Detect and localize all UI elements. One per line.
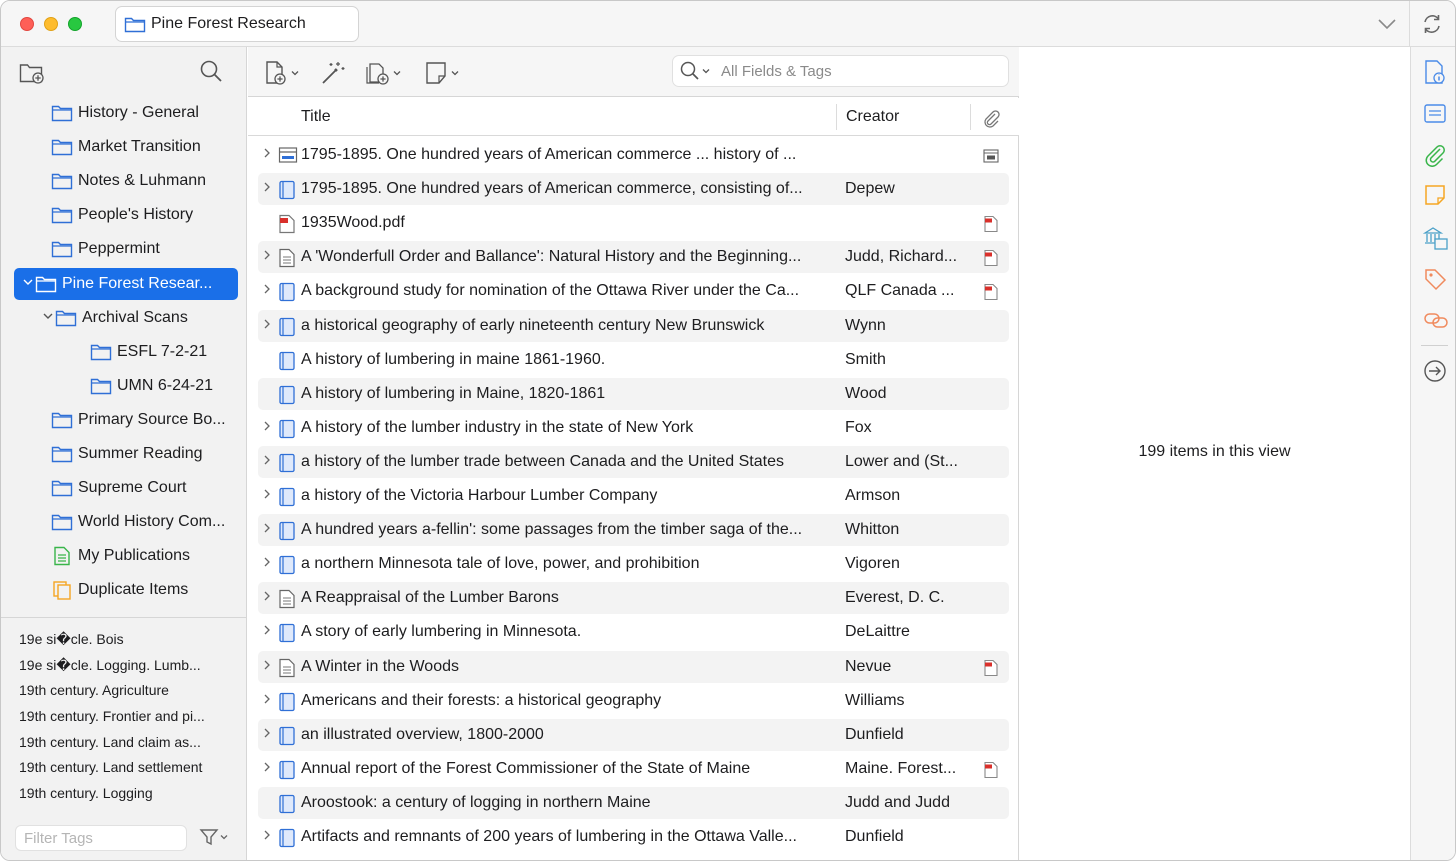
chevron-down-icon[interactable]: [21, 276, 35, 291]
search-icon[interactable]: [199, 59, 223, 83]
collection-item[interactable]: [51, 199, 193, 231]
tag-item[interactable]: 19th century. Logging: [19, 785, 153, 802]
collection-item[interactable]: [90, 370, 213, 402]
item-title: A Reappraisal of the Lumber Barons: [301, 589, 559, 607]
folder-icon: [51, 512, 73, 532]
item-row[interactable]: [258, 139, 1009, 171]
item-row[interactable]: [258, 241, 1009, 273]
item-row[interactable]: [258, 446, 1009, 478]
collection-label: World History Com...: [78, 513, 226, 531]
item-row[interactable]: [258, 685, 1009, 717]
item-row[interactable]: [258, 651, 1009, 683]
chevron-down-icon: [219, 832, 229, 842]
book-icon: [278, 317, 296, 342]
items-toolbar: [248, 47, 1019, 97]
tags-icon[interactable]: [1423, 267, 1447, 291]
tag-item[interactable]: 19e si�cle. Logging. Lumb...: [19, 656, 201, 673]
item-creator: Depew: [845, 180, 895, 198]
item-creator: Maine. Forest...: [845, 759, 957, 777]
locate-icon[interactable]: [1423, 359, 1447, 383]
tab-title: Pine Forest Research: [151, 15, 306, 32]
chevron-right-icon[interactable]: [262, 147, 272, 162]
collection-label: Pine Forest Resear...: [62, 274, 213, 292]
pdf-attachment-icon[interactable]: [982, 215, 1000, 238]
tag-selector: [19, 627, 239, 807]
folder-icon: [51, 239, 73, 259]
collection-item[interactable]: [51, 131, 201, 163]
tag-item[interactable]: 19th century. Agriculture: [19, 682, 169, 699]
filter-icon: [199, 827, 219, 847]
chevron-right-icon[interactable]: [262, 318, 272, 333]
info-icon[interactable]: [1423, 59, 1447, 85]
new-collection-icon[interactable]: [19, 61, 45, 85]
item-row[interactable]: [258, 378, 1009, 410]
collection-label: UMN 6-24-21: [117, 376, 214, 394]
divider: [1, 617, 247, 618]
abstract-icon[interactable]: [1423, 103, 1447, 125]
chevron-right-icon[interactable]: [262, 249, 272, 264]
book-icon: [278, 180, 296, 205]
new-attachment-icon: [364, 60, 390, 86]
new-note-button[interactable]: [424, 60, 460, 86]
item-title: A hundred years a-fellin': some passages from the timber saga of the...: [301, 521, 803, 539]
chevron-right-icon[interactable]: [262, 829, 272, 844]
magic-wand-icon: [320, 60, 346, 86]
item-title: 1935Wood.pdf: [301, 214, 405, 232]
collection-item[interactable]: [51, 97, 199, 129]
attachments-icon[interactable]: [1423, 143, 1447, 167]
collection-label: Peppermint: [78, 240, 160, 258]
collection-item[interactable]: [51, 404, 226, 436]
divider: [1421, 345, 1448, 346]
item-row[interactable]: [258, 548, 1009, 580]
pdf-attachment-icon[interactable]: [982, 249, 1000, 272]
folder-icon: [55, 308, 77, 328]
items-count-message: 199 items in this view: [1138, 443, 1291, 460]
minimize-window-button[interactable]: [44, 17, 58, 31]
book-icon: [278, 419, 296, 444]
collection-item[interactable]: [51, 438, 203, 470]
book-icon: [278, 623, 296, 648]
item-title: an illustrated overview, 1800-2000: [301, 725, 544, 743]
item-row[interactable]: [258, 514, 1009, 546]
collection-item[interactable]: [51, 540, 190, 572]
chevron-right-icon[interactable]: [262, 556, 272, 571]
item-title: Annual report of the Forest Commissioner of the State of Maine: [301, 759, 751, 777]
item-row[interactable]: [258, 821, 1009, 853]
zoom-window-button[interactable]: [68, 17, 82, 31]
item-creator: QLF Canada ...: [845, 282, 955, 300]
item-row[interactable]: [258, 310, 1009, 342]
collection-item[interactable]: [90, 336, 207, 368]
collection-label: Summer Reading: [78, 445, 203, 462]
chevron-right-icon[interactable]: [262, 454, 272, 469]
collection-item[interactable]: [51, 165, 206, 197]
item-row[interactable]: [258, 480, 1009, 512]
item-row[interactable]: [258, 719, 1009, 751]
book-icon: [278, 828, 296, 853]
collection-label: Supreme Court: [78, 479, 187, 497]
folder-icon: [90, 342, 112, 362]
column-title[interactable]: Title: [301, 108, 331, 125]
filter-tags-input[interactable]: [15, 825, 187, 851]
libraries-collections-icon[interactable]: [1423, 225, 1449, 251]
publications-icon: [51, 546, 73, 566]
items-pane: [248, 47, 1019, 861]
new-item-button[interactable]: [264, 60, 300, 86]
chevron-right-icon[interactable]: [262, 283, 272, 298]
folder-icon: [51, 444, 73, 464]
collection-item[interactable]: [51, 574, 188, 606]
folder-icon: [51, 410, 73, 430]
collection-label: Duplicate Items: [78, 581, 189, 599]
item-title: A 'Wonderfull Order and Ballance': Natural History and the Beginning...: [301, 248, 802, 266]
chevron-right-icon[interactable]: [262, 420, 272, 435]
tag-item[interactable]: 19th century. Land settlement: [19, 759, 203, 776]
item-title: Americans and their forests: a historical geography: [301, 691, 662, 709]
book-icon: [278, 726, 296, 751]
item-row[interactable]: [258, 275, 1009, 307]
divider: [1409, 1, 1410, 47]
related-icon[interactable]: [1423, 309, 1449, 331]
paperclip-icon[interactable]: [981, 108, 1001, 128]
item-title: 1795-1895. One hundred years of American commerce, consisting of...: [301, 180, 803, 198]
folder-icon: [51, 205, 73, 225]
close-window-button[interactable]: [20, 17, 34, 31]
item-pane: [1020, 47, 1409, 861]
document-icon: [278, 658, 296, 683]
collections-pane: [1, 47, 247, 861]
item-row[interactable]: [258, 787, 1009, 819]
tag-item[interactable]: 19th century. Land claim as...: [19, 733, 201, 750]
book-icon: [278, 487, 296, 512]
chevron-right-icon[interactable]: [262, 624, 272, 639]
collection-label: Primary Source Bo...: [78, 410, 226, 428]
item-row[interactable]: [258, 616, 1009, 648]
item-creator: Wood: [845, 384, 887, 402]
item-title: 1795-1895. One hundred years of American commerce ... history of ...: [301, 146, 797, 163]
new-item-icon: [264, 60, 288, 86]
book-icon: [278, 282, 296, 307]
chevron-right-icon[interactable]: [262, 522, 272, 537]
pdf-attachment-icon[interactable]: [982, 761, 1000, 784]
book-icon: [278, 453, 296, 478]
collection-item[interactable]: [51, 506, 225, 538]
item-row[interactable]: [258, 582, 1009, 614]
item-title: Aroostook: a century of logging in northern Maine: [301, 793, 651, 811]
item-creator: Nevue: [845, 657, 892, 675]
item-creator: Judd and Judd: [845, 793, 950, 811]
item-row[interactable]: [258, 173, 1009, 205]
item-title: a history of the Victoria Harbour Lumber Company: [301, 487, 658, 504]
item-creator: Wynn: [845, 316, 886, 334]
folder-icon: [51, 137, 73, 157]
column-header: [248, 98, 1019, 136]
chevron-down-icon[interactable]: [1377, 15, 1397, 33]
note-icon: [424, 60, 448, 86]
pdf-attachment-icon[interactable]: [982, 659, 1000, 682]
book-icon: [278, 794, 296, 819]
item-title: A background study for nomination of the Ottawa River under the Ca...: [301, 282, 800, 300]
book-icon: [278, 351, 296, 376]
tag-filter-button[interactable]: [199, 827, 229, 847]
pdf-attachment-icon[interactable]: [982, 283, 1000, 306]
tag-item[interactable]: 19th century. Frontier and pi...: [19, 708, 205, 725]
book-icon: [278, 555, 296, 580]
book-icon: [278, 692, 296, 717]
duplicate-icon: [51, 580, 73, 600]
item-title: A history of lumbering in Maine, 1820-1861: [301, 384, 606, 402]
item-title: A story of early lumbering in Minnesota.: [301, 623, 582, 641]
item-creator: Whitton: [845, 521, 900, 539]
item-title: A Winter in the Woods: [301, 657, 459, 675]
column-creator[interactable]: Creator: [846, 108, 900, 125]
chevron-right-icon[interactable]: [262, 727, 272, 742]
item-title: Artifacts and remnants of 200 years of lumbering in the Ottawa Valle...: [301, 828, 797, 845]
folder-icon: [51, 478, 73, 498]
book-icon: [278, 760, 296, 785]
chevron-right-icon[interactable]: [262, 181, 272, 196]
title-bar: [1, 1, 1456, 47]
chevron-down-icon[interactable]: [701, 66, 711, 76]
item-title: a historical geography of early nineteenth century New Brunswick: [301, 316, 765, 334]
collection-label: My Publications: [78, 547, 191, 565]
pdf-icon: [278, 214, 296, 239]
collection-label: ESFL 7-2-21: [117, 342, 208, 360]
chevron-right-icon[interactable]: [262, 590, 272, 605]
item-creator: Judd, Richard...: [845, 248, 958, 266]
item-title: a northern Minnesota tale of love, power, and prohibition: [301, 555, 700, 573]
collection-item[interactable]: [51, 472, 187, 504]
item-creator: Lower and (St...: [845, 452, 958, 470]
chevron-down-icon[interactable]: [41, 310, 55, 325]
snapshot-attachment-icon[interactable]: [982, 147, 1000, 170]
chevron-right-icon[interactable]: [262, 659, 272, 674]
item-creator: Dunfield: [845, 828, 904, 845]
item-creator: Vigoren: [845, 555, 900, 573]
chevron-right-icon[interactable]: [262, 693, 272, 708]
chevron-down-icon: [450, 68, 460, 78]
item-creator: Smith: [845, 350, 886, 368]
item-creator: DeLaittre: [845, 623, 910, 641]
item-creator: Fox: [845, 418, 872, 436]
item-creator: Everest, D. C.: [845, 589, 945, 607]
notes-icon[interactable]: [1423, 183, 1447, 207]
collection-label: Notes & Luhmann: [78, 172, 207, 190]
sync-icon[interactable]: [1421, 13, 1443, 35]
item-row[interactable]: [258, 207, 1009, 239]
document-icon: [278, 248, 296, 273]
item-row[interactable]: [258, 412, 1009, 444]
book-icon: [278, 521, 296, 546]
book-icon: [278, 385, 296, 410]
column-divider[interactable]: [836, 104, 837, 130]
tab-pine-forest-research[interactable]: [115, 6, 359, 42]
item-search-box[interactable]: [672, 55, 1009, 87]
collection-item[interactable]: [51, 233, 160, 265]
folder-icon: [35, 274, 57, 294]
collection-label: People's History: [78, 206, 194, 224]
item-title: A history of the lumber industry in the state of New York: [301, 418, 694, 436]
item-pane-sidenav: [1410, 47, 1456, 861]
item-creator: Armson: [845, 487, 901, 504]
webpage-icon: [278, 146, 298, 169]
folder-icon: [90, 376, 112, 396]
collection-label: Market Transition: [78, 138, 201, 156]
item-title: A history of lumbering in maine 1861-1960.: [301, 350, 606, 368]
item-row[interactable]: [258, 753, 1009, 785]
chevron-down-icon: [290, 68, 300, 78]
tag-item[interactable]: 19e si�cle. Bois: [19, 631, 124, 647]
folder-icon: [51, 171, 73, 191]
folder-icon: [51, 103, 73, 123]
collection-item[interactable]: [14, 268, 238, 300]
item-creator: Williams: [845, 691, 905, 709]
chevron-right-icon[interactable]: [262, 761, 272, 776]
folder-icon: [124, 15, 146, 33]
chevron-right-icon[interactable]: [262, 488, 272, 503]
collection-tree: [1, 97, 247, 617]
column-divider[interactable]: [970, 104, 971, 130]
item-title: a history of the lumber trade between Canada and the United States: [301, 452, 784, 470]
chevron-down-icon: [392, 68, 402, 78]
item-creator: Dunfield: [845, 725, 904, 743]
search-icon[interactable]: [679, 60, 701, 82]
collection-label: Archival Scans: [82, 308, 188, 326]
document-icon: [278, 589, 296, 614]
collection-item[interactable]: [41, 302, 188, 334]
collection-label: History - General: [78, 104, 199, 121]
item-row[interactable]: [258, 344, 1009, 376]
new-attachment-button[interactable]: [364, 60, 402, 86]
search-input[interactable]: [721, 63, 971, 80]
add-by-identifier-button[interactable]: [320, 60, 346, 86]
